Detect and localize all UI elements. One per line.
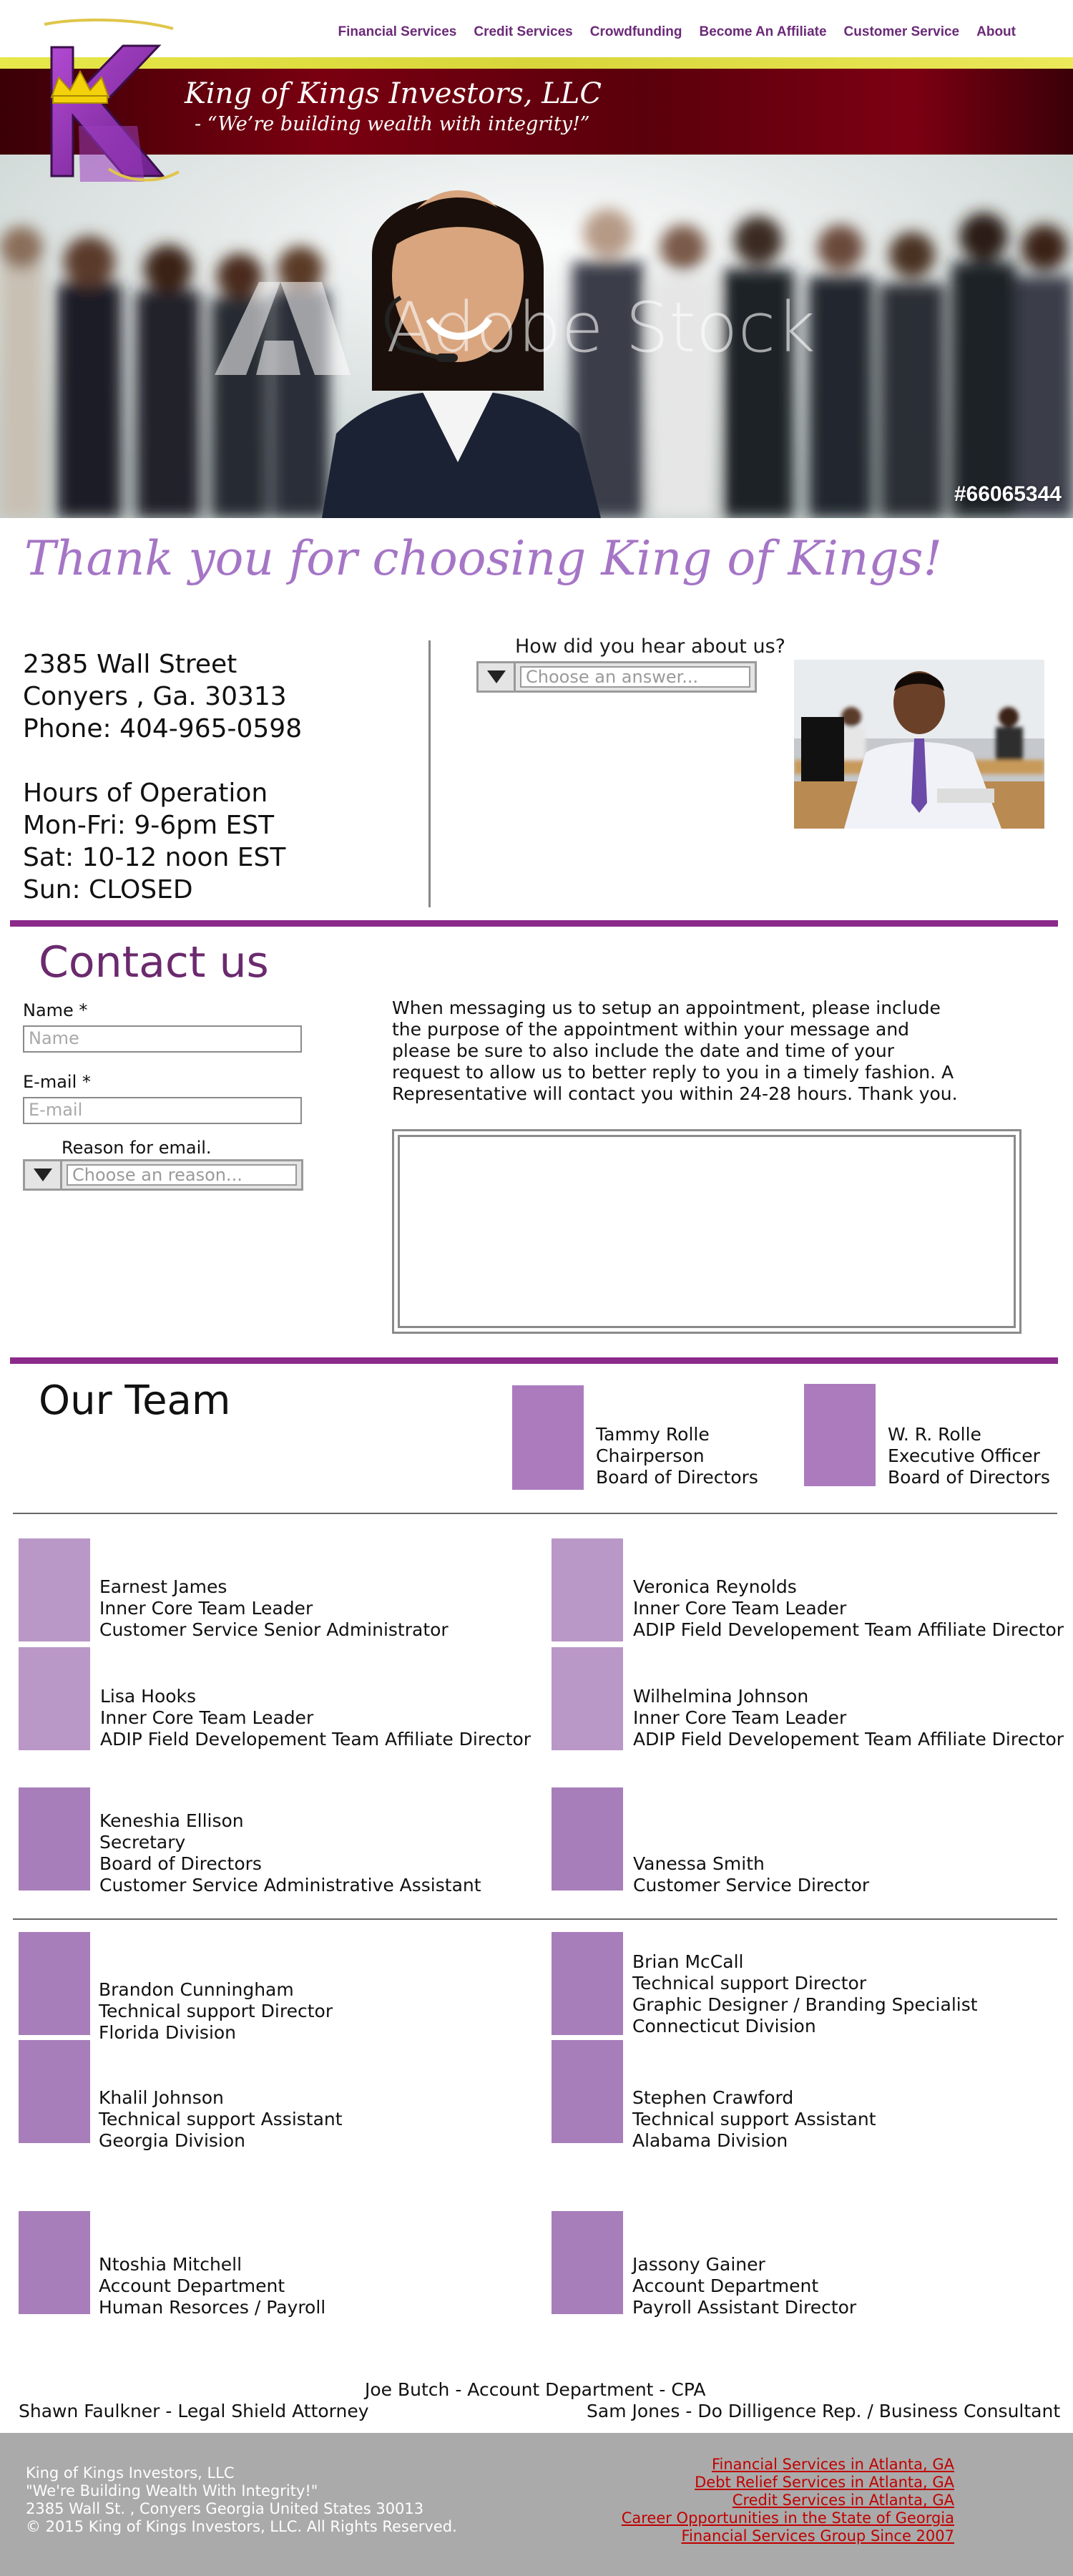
member-line: Secretary	[99, 1832, 186, 1853]
staff-sam-jones: Sam Jones - Do Dilligence Rep. / Business Consultant	[587, 2401, 1061, 2421]
member-line: Graphic Designer / Branding Specialist	[632, 1994, 978, 2015]
member-photo	[19, 1538, 90, 1641]
member-line: Inner Core Team Leader	[633, 1598, 847, 1619]
team-member-4	[99, 1810, 481, 1896]
member-name: Keneshia Ellison	[99, 1810, 244, 1831]
member-line: Technical support Director	[99, 2001, 333, 2021]
team-member-11	[632, 2254, 856, 2318]
footer-link-debt-relief[interactable]: Debt Relief Services in Atlanta, GA	[695, 2474, 954, 2491]
nav-crowdfunding[interactable]: Crowdfunding	[589, 24, 682, 39]
member-name: Lisa Hooks	[100, 1686, 197, 1707]
dropdown-arrow-icon[interactable]	[25, 1161, 62, 1189]
name-label: Name *	[23, 1000, 88, 1020]
member-photo	[19, 1787, 90, 1890]
footer-address: 2385 Wall St. , Conyers Georgia United States 30013	[26, 2500, 424, 2517]
team-member-6	[99, 1979, 333, 2044]
reason-select[interactable]	[23, 1159, 303, 1191]
member-line: ADIP Field Developement Team Affiliate Director	[633, 1619, 1064, 1640]
representative-photo	[794, 660, 1044, 829]
name-input[interactable]: Name	[23, 1025, 302, 1053]
address-city: Conyers , Ga. 30313	[23, 682, 287, 711]
member-photo	[552, 2040, 623, 2143]
member-line: ADIP Field Developement Team Affiliate Director	[633, 1729, 1064, 1750]
member-name: Ntoshia Mitchell	[99, 2254, 242, 2275]
team-member-10	[99, 2254, 325, 2318]
team-member-1	[633, 1576, 1064, 1641]
footer-copyright: © 2015 King of Kings Investors, LLC. All Rights Reserved.	[26, 2518, 457, 2535]
team-member-5	[633, 1853, 869, 1896]
reason-field[interactable]: Choose an reason...	[67, 1164, 297, 1186]
member-name: Khalil Johnson	[99, 2087, 224, 2108]
team-member-0	[99, 1576, 449, 1641]
hear-about-label: How did you hear about us?	[515, 635, 785, 658]
member-photo	[19, 1932, 90, 2035]
member-dept: Board of Directors	[596, 1467, 758, 1488]
board-member-1	[888, 1424, 1050, 1488]
member-line: Customer Service Senior Administrator	[99, 1619, 449, 1640]
member-name: Jassony Gainer	[632, 2254, 765, 2275]
hours-title: Hours of Operation	[23, 779, 268, 808]
member-photo	[552, 1787, 623, 1890]
hero-image	[0, 155, 1073, 518]
member-photo	[552, 1647, 623, 1750]
king-logo-icon	[37, 19, 180, 190]
member-line: Alabama Division	[632, 2130, 788, 2151]
board-member-0	[596, 1424, 758, 1488]
member-line: Account Department	[632, 2275, 819, 2296]
appointment-instructions: When messaging us to setup an appointment, please include the purpose of the appointment within your message and please be sure to also include the date and time of your request to allow us to better reply to you in a timely fashion. A Representative will contact you within 24-28 hours. Thank you.	[392, 997, 958, 1104]
member-role: Chairperson	[596, 1445, 705, 1466]
member-photo	[19, 2040, 90, 2143]
hear-about-select[interactable]	[476, 661, 757, 693]
footer-company-info	[26, 2464, 457, 2536]
message-textarea[interactable]	[392, 1129, 1021, 1334]
team-member-8	[99, 2087, 343, 2152]
footer-link-careers[interactable]: Career Opportunities in the State of Georgia	[621, 2509, 954, 2527]
member-photo	[804, 1384, 876, 1486]
member-photo	[552, 1932, 623, 2035]
address-street: 2385 Wall Street	[23, 650, 237, 679]
member-name: W. R. Rolle	[888, 1424, 981, 1445]
member-line: Technical support Director	[632, 1973, 867, 1994]
thank-you-heading: Thank you for choosing King of Kings!	[24, 531, 943, 586]
member-line: Connecticut Division	[632, 2016, 816, 2036]
stock-id: #66065344	[954, 482, 1062, 506]
email-input[interactable]: E-mail	[23, 1097, 302, 1124]
member-line: Georgia Division	[99, 2130, 246, 2151]
member-name: Veronica Reynolds	[633, 1576, 797, 1597]
team-divider	[13, 1918, 1057, 1920]
hours-weekdays: Mon-Fri: 9-6pm EST	[23, 811, 275, 840]
team-member-9	[632, 2087, 876, 2152]
member-line: Human Resorces / Payroll	[99, 2297, 326, 2318]
footer	[0, 2433, 1073, 2576]
watermark-text: Adobe Stock	[386, 288, 815, 368]
member-line: Customer Service Director	[633, 1875, 870, 1896]
footer-links	[622, 2456, 954, 2545]
top-nav	[243, 24, 1016, 40]
reason-label: Reason for email.	[62, 1138, 212, 1158]
footer-link-credit-services[interactable]: Credit Services in Atlanta, GA	[732, 2492, 954, 2509]
member-name: Brian McCall	[632, 1951, 744, 1972]
member-line: Florida Division	[99, 2022, 237, 2043]
nav-become-affiliate[interactable]: Become An Affiliate	[699, 24, 827, 39]
hours-sunday: Sun: CLOSED	[23, 875, 193, 904]
member-photo	[552, 1538, 623, 1641]
member-name: Brandon Cunningham	[99, 1979, 294, 2000]
phone-number[interactable]: Phone: 404-965-0598	[23, 714, 303, 743]
footer-company: King of Kings Investors, LLC	[26, 2464, 235, 2482]
member-photo	[19, 2211, 90, 2314]
email-label: E-mail *	[23, 1072, 91, 1092]
divider	[428, 640, 431, 907]
nav-credit-services[interactable]: Credit Services	[474, 24, 573, 39]
brand-name: King of Kings Investors, LLC	[185, 77, 602, 110]
nav-about[interactable]: About	[976, 24, 1016, 39]
member-photo	[512, 1385, 584, 1490]
section-divider-bar	[10, 920, 1058, 927]
logo[interactable]	[37, 19, 180, 190]
contact-title: Contact us	[39, 937, 269, 987]
footer-link-since-2007[interactable]: Financial Services Group Since 2007	[681, 2527, 954, 2545]
member-line: Payroll Assistant Director	[632, 2297, 857, 2318]
member-line: Technical support Assistant	[99, 2109, 343, 2129]
member-name: Vanessa Smith	[633, 1853, 765, 1874]
member-line: Customer Service Administrative Assistant	[99, 1875, 481, 1896]
staff-shawn-faulkner: Shawn Faulkner - Legal Shield Attorney	[19, 2401, 369, 2421]
brand-tagline: - “We’re building wealth with integrity!”	[195, 113, 590, 135]
member-name: Wilhelmina Johnson	[633, 1686, 809, 1707]
member-name: Tammy Rolle	[596, 1424, 710, 1445]
hours-saturday: Sat: 10-12 noon EST	[23, 843, 286, 872]
member-photo	[19, 1647, 90, 1750]
team-member-3	[633, 1686, 1064, 1750]
member-line: Technical support Assistant	[632, 2109, 876, 2129]
member-line: Inner Core Team Leader	[633, 1707, 847, 1728]
footer-slogan: "We're Building Wealth With Integrity!"	[26, 2482, 318, 2499]
team-divider	[13, 1513, 1057, 1514]
member-role: Executive Officer	[888, 1445, 1040, 1466]
member-line: Board of Directors	[99, 1853, 262, 1874]
footer-link-financial-services[interactable]: Financial Services in Atlanta, GA	[711, 2456, 954, 2473]
member-dept: Board of Directors	[888, 1467, 1050, 1488]
member-name: Stephen Crawford	[632, 2087, 794, 2108]
member-line: Account Department	[99, 2275, 285, 2296]
staff-joe-butch: Joe Butch - Account Department - CPA	[365, 2379, 706, 2400]
section-divider-bar	[10, 1357, 1058, 1364]
member-line: Inner Core Team Leader	[100, 1707, 314, 1728]
member-name: Earnest James	[99, 1576, 227, 1597]
team-member-7	[632, 1951, 978, 2037]
member-photo	[552, 2211, 623, 2314]
team-title: Our Team	[39, 1377, 231, 1424]
team-member-2	[100, 1686, 531, 1750]
nav-customer-service[interactable]: Customer Service	[843, 24, 960, 39]
member-line: ADIP Field Developement Team Affiliate Director	[100, 1729, 531, 1750]
nav-financial-services[interactable]: Financial Services	[338, 24, 457, 39]
hear-about-field[interactable]: Choose an answer...	[520, 666, 750, 688]
member-line: Inner Core Team Leader	[99, 1598, 313, 1619]
message-textarea-inner[interactable]	[398, 1135, 1016, 1328]
dropdown-arrow-icon[interactable]	[479, 663, 516, 691]
